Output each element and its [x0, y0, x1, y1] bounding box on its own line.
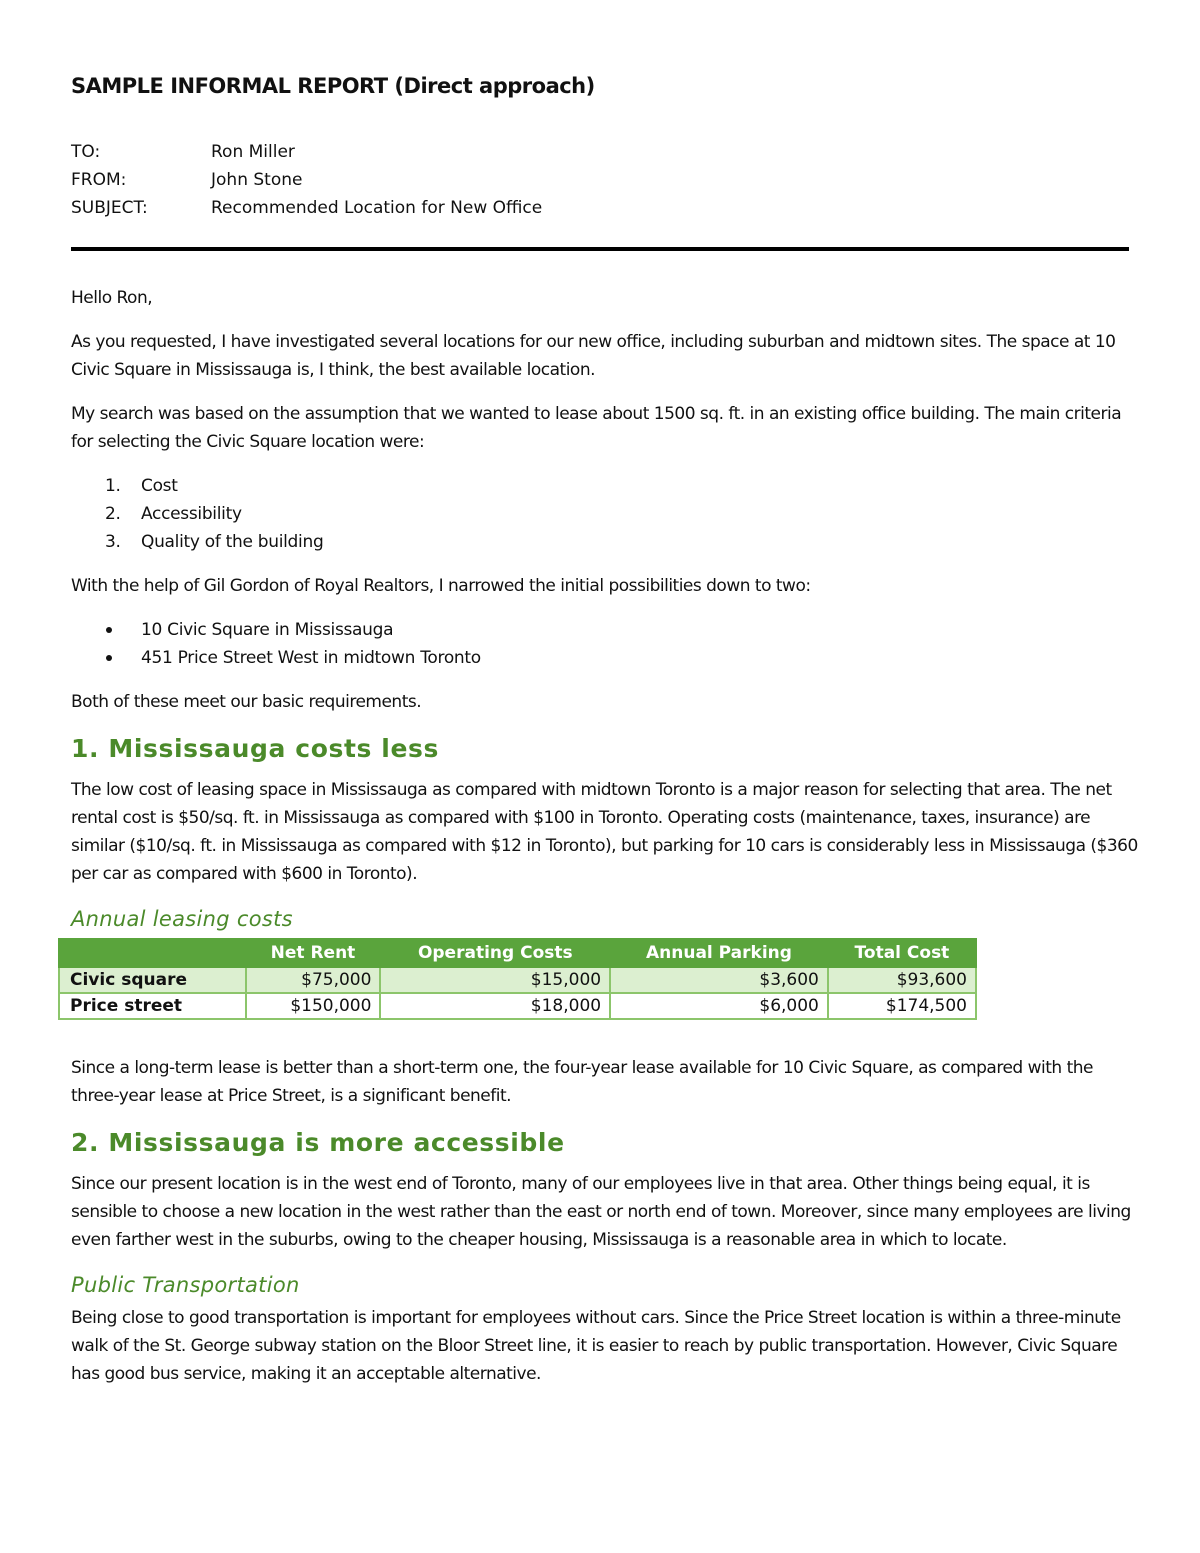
table-header-cell: Annual Parking	[610, 939, 828, 967]
section2-subheading: Public Transportation	[71, 1273, 300, 1297]
lease-paragraph: Since a long-term lease is better than a short-term one, the four-year lease available for 10 Civic Square, as compared with the three-year lease at Price Street, is a significant benefit.	[71, 1058, 1093, 1106]
memo-from-label: FROM:	[71, 170, 127, 190]
report-body	[71, 284, 1139, 1404]
search-paragraph: My search was based on the assumption that we wanted to lease about 1500 sq. ft. in an existing office building. The main criteria for selecting the Civic Square location were:	[71, 404, 1122, 452]
list-item	[71, 616, 1139, 644]
bullet-icon	[106, 655, 112, 661]
table-row	[59, 993, 976, 1019]
intro-paragraph: As you requested, I have investigated several locations for our new office, including suburban and midtown sites. The space at 10 Civic Square in Mississauga is, I think, the best available location.	[71, 332, 1116, 380]
table-row-label: Price street	[59, 993, 246, 1019]
memo-subject-value: Recommended Location for New Office	[211, 198, 543, 218]
list-item-text: Cost	[141, 476, 178, 496]
table-cell: $3,600	[610, 967, 828, 993]
list-number: 3.	[105, 532, 121, 552]
list-item	[71, 472, 1139, 500]
memo-to-value: Ron Miller	[211, 142, 295, 162]
section2-body: Since our present location is in the west end of Toronto, many of our employees live in that area. Other things being equal, it is sensible to choose a new location in the west rather than the east or north end of town. Moreover, since many employees are living even farther west in the suburbs, owing to the cheaper housing, Mississauga is a reasonable area in which to locate.	[71, 1174, 1131, 1250]
requirements-paragraph: Both of these meet our basic requirements.	[71, 692, 422, 712]
section2-heading: 2. Mississauga is more accessible	[71, 1128, 565, 1157]
table-header-cell: Total Cost	[828, 939, 976, 967]
list-number: 2.	[105, 504, 121, 524]
table-header-cell: Operating Costs	[380, 939, 610, 967]
list-item-text: 451 Price Street West in midtown Toronto	[141, 648, 481, 668]
list-item	[71, 644, 1139, 672]
narrowed-paragraph: With the help of Gil Gordon of Royal Realtors, I narrowed the initial possibilities down to two:	[71, 576, 811, 596]
memo-subject-label: SUBJECT:	[71, 198, 148, 218]
list-item-text: Quality of the building	[141, 532, 324, 552]
table-cell: $15,000	[380, 967, 610, 993]
options-list	[71, 616, 1139, 672]
list-number: 1.	[105, 476, 121, 496]
table-header-cell: Net Rent	[246, 939, 381, 967]
greeting: Hello Ron,	[71, 288, 153, 308]
header-divider	[71, 247, 1129, 251]
criteria-list	[71, 472, 1139, 556]
table-cell: $174,500	[828, 993, 976, 1019]
list-item	[71, 500, 1139, 528]
report-title: SAMPLE INFORMAL REPORT (Direct approach)	[71, 74, 595, 98]
table-cell: $6,000	[610, 993, 828, 1019]
section1-body: The low cost of leasing space in Mississauga as compared with midtown Toronto is a major reason for selecting that area. The net rental cost is $50/sq. ft. in Mississauga as compared with $100 in Toronto. Operating costs (maintenance, taxes, insurance) are similar ($10/sq. ft. in Mississauga as compared with $12 in Toronto), but parking for 10 cars is considerably less in Mississauga ($360 per car as compared with $600 in Toronto).	[71, 780, 1138, 884]
table-row	[59, 967, 976, 993]
table-cell: $18,000	[380, 993, 610, 1019]
list-item-text: 10 Civic Square in Mississauga	[141, 620, 394, 640]
memo-from-value: John Stone	[211, 170, 303, 190]
table-header-cell	[59, 939, 246, 967]
section1-subheading: Annual leasing costs	[71, 907, 293, 931]
leasing-costs-table	[58, 938, 977, 1020]
list-item	[71, 528, 1139, 556]
table-cell: $93,600	[828, 967, 976, 993]
section1-heading: 1. Mississauga costs less	[71, 734, 439, 763]
table-header-row	[59, 939, 976, 967]
list-item-text: Accessibility	[141, 504, 242, 524]
transport-paragraph: Being close to good transportation is important for employees without cars. Since the Price Street location is within a three-minute walk of the St. George subway station on the Bloor Street line, it is easier to reach by public transportation. However, Civic Square has good bus service, making it an acceptable alternative.	[71, 1308, 1121, 1384]
table-row-label: Civic square	[59, 967, 246, 993]
memo-to-label: TO:	[71, 142, 101, 162]
table-cell: $150,000	[246, 993, 381, 1019]
bullet-icon	[106, 627, 112, 633]
table-cell: $75,000	[246, 967, 381, 993]
